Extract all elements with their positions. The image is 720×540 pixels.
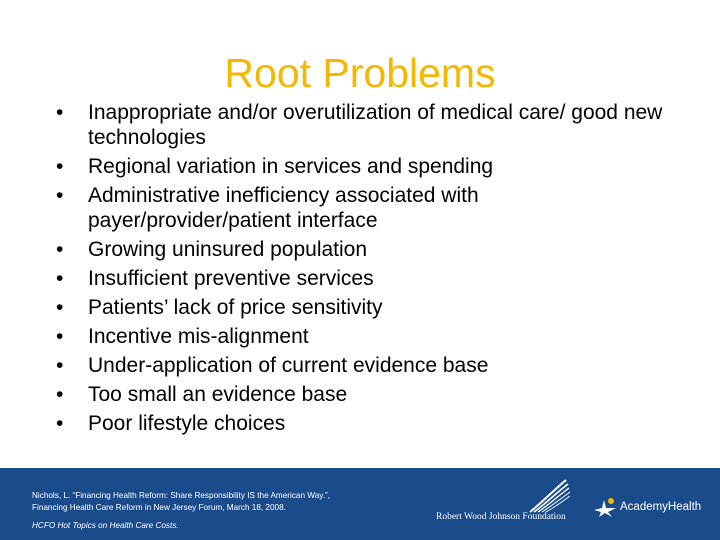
list-item (56, 266, 676, 291)
bullet-text: Under-application of current evidence base (88, 354, 489, 377)
bullet-text: Administrative inefficiency associated with payer/provider/patient interface (88, 184, 479, 232)
bullet-list (56, 100, 676, 440)
bullet-dot: • (56, 184, 64, 207)
bullet-text: Regional variation in services and spending (88, 155, 494, 178)
list-item (56, 382, 676, 407)
list-item (56, 154, 676, 179)
bullet-text: Patients’ lack of price sensitivity (88, 296, 383, 319)
bullet-text: Inappropriate and/or overutilization of medical care/ good new technologies (88, 101, 663, 149)
citation-line: Nichols, L. “Financing Health Reform: Share Responsibility IS the American Way.”, (32, 491, 331, 500)
rwjf-logo-text: Robert Wood Johnson Foundation (436, 512, 566, 522)
slide-title: Root Problems (224, 50, 496, 96)
citation-source: HCFO Hot Topics on Health Care Costs. (32, 521, 179, 530)
bullet-dot: • (56, 101, 64, 124)
bullet-text: Incentive mis-alignment (88, 325, 309, 348)
list-item (56, 353, 676, 378)
list-item (56, 237, 676, 262)
list-item (56, 295, 676, 320)
bullet-dot: • (56, 412, 64, 435)
swoosh-icon (526, 478, 572, 514)
bullet-dot: • (56, 354, 64, 377)
bullet-dot: • (56, 238, 64, 261)
bullet-text: Growing uninsured population (88, 238, 368, 261)
list-item (56, 324, 676, 349)
academyhealth-logo-text: AcademyHealth (620, 501, 702, 513)
star-icon (592, 496, 618, 518)
bullet-text: Too small an evidence base (88, 383, 348, 406)
bullet-dot: • (56, 155, 64, 178)
academyhealth-logo (592, 496, 712, 520)
bullet-text: Poor lifestyle choices (88, 412, 286, 435)
list-item (56, 183, 676, 233)
bullet-dot: • (56, 383, 64, 406)
citation (32, 490, 412, 532)
bullet-text: Insufficient preventive services (88, 267, 374, 290)
rwjf-logo (436, 478, 576, 524)
bullet-dot: • (56, 325, 64, 348)
citation-line: Financing Health Care Reform in New Jersey Forum, March 18, 2008. (32, 503, 286, 512)
list-item (56, 411, 676, 436)
list-item (56, 100, 676, 150)
bullet-dot: • (56, 296, 64, 319)
bullet-dot: • (56, 267, 64, 290)
